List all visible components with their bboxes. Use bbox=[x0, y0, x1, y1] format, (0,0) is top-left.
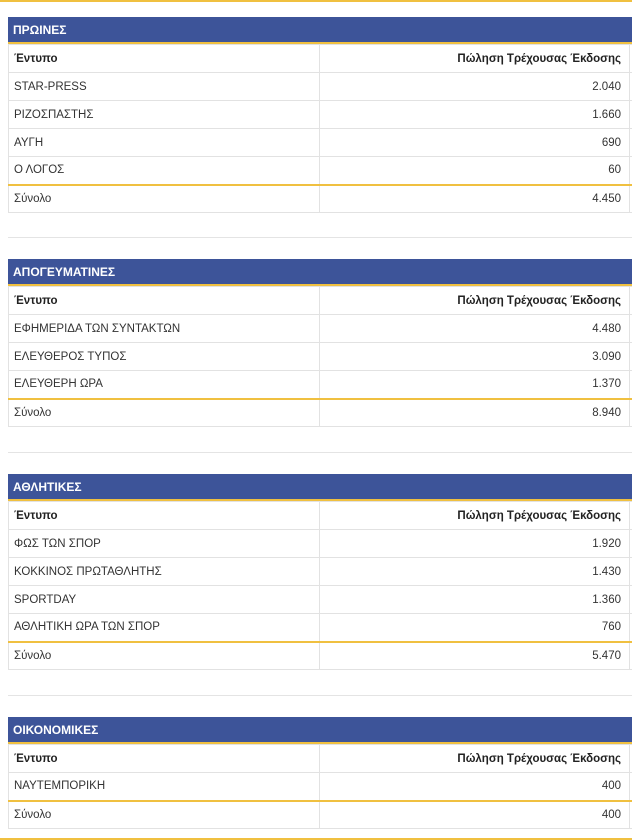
row-name: Ο ΛΟΓΟΣ bbox=[9, 157, 320, 185]
row-name: ΦΩΣ ΤΩΝ ΣΠΟΡ bbox=[9, 530, 320, 558]
top-accent-line bbox=[0, 0, 632, 2]
row-name: ΕΛΕΥΘΕΡΗ ΩΡΑ bbox=[9, 371, 320, 399]
table-header-row bbox=[9, 745, 632, 773]
sales-table bbox=[8, 44, 632, 213]
total-value: 400 bbox=[320, 801, 630, 829]
row-value: 760 bbox=[320, 614, 630, 642]
section-afternoon bbox=[8, 259, 632, 427]
row-name: ΕΛΕΥΘΕΡΟΣ ΤΥΠΟΣ bbox=[9, 343, 320, 371]
section-title: ΑΠΟΓΕΥΜΑΤΙΝΕΣ bbox=[8, 259, 632, 286]
section-divider bbox=[8, 452, 632, 453]
column-header-name: Έντυπο bbox=[9, 745, 320, 773]
column-header-name: Έντυπο bbox=[9, 287, 320, 315]
row-value: 2.040 bbox=[320, 73, 630, 101]
row-value: 1.430 bbox=[320, 558, 630, 586]
total-row bbox=[9, 185, 632, 213]
total-label: Σύνολο bbox=[9, 801, 320, 829]
row-value: 60 bbox=[320, 157, 630, 185]
row-value: 3.090 bbox=[320, 343, 630, 371]
table-row bbox=[9, 101, 632, 129]
total-row bbox=[9, 801, 632, 829]
table-header-row bbox=[9, 45, 632, 73]
section-morning bbox=[8, 17, 632, 213]
row-value: 1.370 bbox=[320, 371, 630, 399]
total-row bbox=[9, 399, 632, 427]
table-row bbox=[9, 530, 632, 558]
table-row bbox=[9, 371, 632, 399]
column-header-sales: Πώληση Τρέχουσας Έκδοσης bbox=[320, 502, 630, 530]
row-name: ΑΥΓΗ bbox=[9, 129, 320, 157]
row-value: 1.360 bbox=[320, 586, 630, 614]
table-row bbox=[9, 315, 632, 343]
column-header-sales: Πώληση Τρέχουσας Έκδοσης bbox=[320, 745, 630, 773]
table-row bbox=[9, 773, 632, 801]
table-row bbox=[9, 558, 632, 586]
total-label: Σύνολο bbox=[9, 185, 320, 213]
row-name: SPORTDAY bbox=[9, 586, 320, 614]
row-value: 4.480 bbox=[320, 315, 630, 343]
total-label: Σύνολο bbox=[9, 399, 320, 427]
total-value: 4.450 bbox=[320, 185, 630, 213]
sales-table bbox=[8, 744, 632, 829]
section-title: ΑΘΛΗΤΙΚΕΣ bbox=[8, 474, 632, 501]
table-header-row bbox=[9, 287, 632, 315]
row-name: ΕΦΗΜΕΡΙΔΑ ΤΩΝ ΣΥΝΤΑΚΤΩΝ bbox=[9, 315, 320, 343]
sales-table bbox=[8, 501, 632, 670]
row-value: 1.920 bbox=[320, 530, 630, 558]
table-row bbox=[9, 586, 632, 614]
table-header-row bbox=[9, 502, 632, 530]
column-header-sales: Πώληση Τρέχουσας Έκδοσης bbox=[320, 45, 630, 73]
column-header-sales: Πώληση Τρέχουσας Έκδοσης bbox=[320, 287, 630, 315]
total-label: Σύνολο bbox=[9, 642, 320, 670]
table-row bbox=[9, 343, 632, 371]
section-divider bbox=[8, 237, 632, 238]
total-value: 8.940 bbox=[320, 399, 630, 427]
total-row bbox=[9, 642, 632, 670]
column-header-name: Έντυπο bbox=[9, 502, 320, 530]
row-name: ΝΑΥΤΕΜΠΟΡΙΚΗ bbox=[9, 773, 320, 801]
row-value: 1.660 bbox=[320, 101, 630, 129]
column-header-name: Έντυπο bbox=[9, 45, 320, 73]
total-value: 5.470 bbox=[320, 642, 630, 670]
table-row bbox=[9, 73, 632, 101]
row-value: 690 bbox=[320, 129, 630, 157]
section-title: ΠΡΩΙΝΕΣ bbox=[8, 17, 632, 44]
row-name: ΚΟΚΚΙΝΟΣ ΠΡΩΤΑΘΛΗΤΗΣ bbox=[9, 558, 320, 586]
row-name: ΡΙΖΟΣΠΑΣΤΗΣ bbox=[9, 101, 320, 129]
section-financial bbox=[8, 717, 632, 829]
section-divider bbox=[8, 695, 632, 696]
row-name: ΑΘΛΗΤΙΚΗ ΩΡΑ ΤΩΝ ΣΠΟΡ bbox=[9, 614, 320, 642]
row-value: 400 bbox=[320, 773, 630, 801]
row-name: STAR-PRESS bbox=[9, 73, 320, 101]
section-title: ΟΙΚΟΝΟΜΙΚΕΣ bbox=[8, 717, 632, 744]
table-row bbox=[9, 129, 632, 157]
sales-table bbox=[8, 286, 632, 427]
section-sports bbox=[8, 474, 632, 670]
table-row bbox=[9, 157, 632, 185]
table-row bbox=[9, 614, 632, 642]
